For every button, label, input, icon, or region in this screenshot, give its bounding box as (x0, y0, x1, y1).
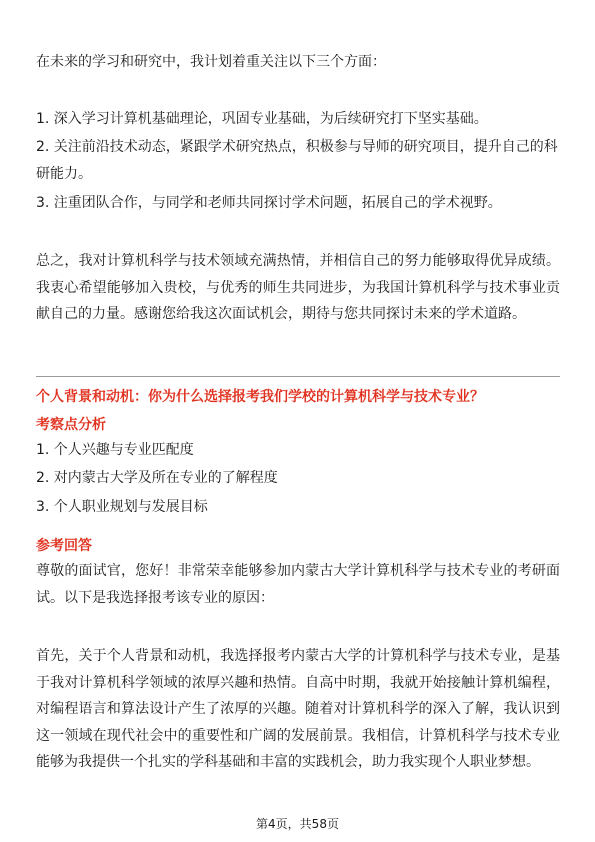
page-number: 第4页，共58页 (256, 817, 339, 831)
question-title: 个人背景和动机：你为什么选择报考我们学校的计算机科学与技术专业？ (36, 389, 484, 405)
analysis-item-1: 1. 个人兴趣与专业匹配度 (36, 442, 194, 458)
analysis-item-2: 2. 对内蒙古大学及所在专业的了解程度 (36, 470, 278, 486)
answer-paragraph-2: 首先，关于个人背景和动机，我选择报考内蒙古大学的计算机科学与技术专业，是基于我对计算机科学领域的浓厚兴趣和热情。自高中时期，我就开始接触计算机编程，对编程语言和算法设计产生了浓厚的兴趣。随着对计算机科学的深入了解，我认识到这一领域在现代社会中的重要性和广阔的发展前景。我相信，计算机科学与技术专业能够为我提供一个扎实的学科基础和丰富的实践机会，助力我实现个人职业梦想。 (36, 648, 560, 770)
intro-paragraph: 在未来的学习和研究中，我计划着重关注以下三个方面： (36, 54, 386, 70)
plan-item-2: 2. 关注前沿技术动态，紧跟学术研究热点，积极参与导师的研究项目，提升自己的科研能力。 (36, 139, 558, 182)
analysis-heading: 考察点分析 (36, 417, 106, 433)
plan-item-3: 3. 注重团队合作，与同学和老师共同探讨学术问题，拓展自己的学术视野。 (36, 195, 502, 211)
answer-paragraph-1: 尊敬的面试官，您好！非常荣幸能够参加内蒙古大学计算机科学与技术专业的考研面试。以下是我选择报考该专业的原因： (36, 563, 560, 606)
answer-heading: 参考回答 (36, 538, 92, 554)
analysis-item-3: 3. 个人职业规划与发展目标 (36, 499, 208, 515)
section-divider (36, 376, 560, 377)
plan-item-1: 1. 深入学习计算机基础理论，巩固专业基础，为后续研究打下坚实基础。 (36, 111, 488, 127)
conclusion-paragraph: 总之，我对计算机科学与技术领域充满热情，并相信自己的努力能够取得优异成绩。我衷心希望能够加入贵校，与优秀的师生共同进步，为我国计算机科学与技术事业贡献自己的力量。感谢您给我这次面试机会，期待与您共同探讨未来的学术道路。 (36, 253, 560, 322)
